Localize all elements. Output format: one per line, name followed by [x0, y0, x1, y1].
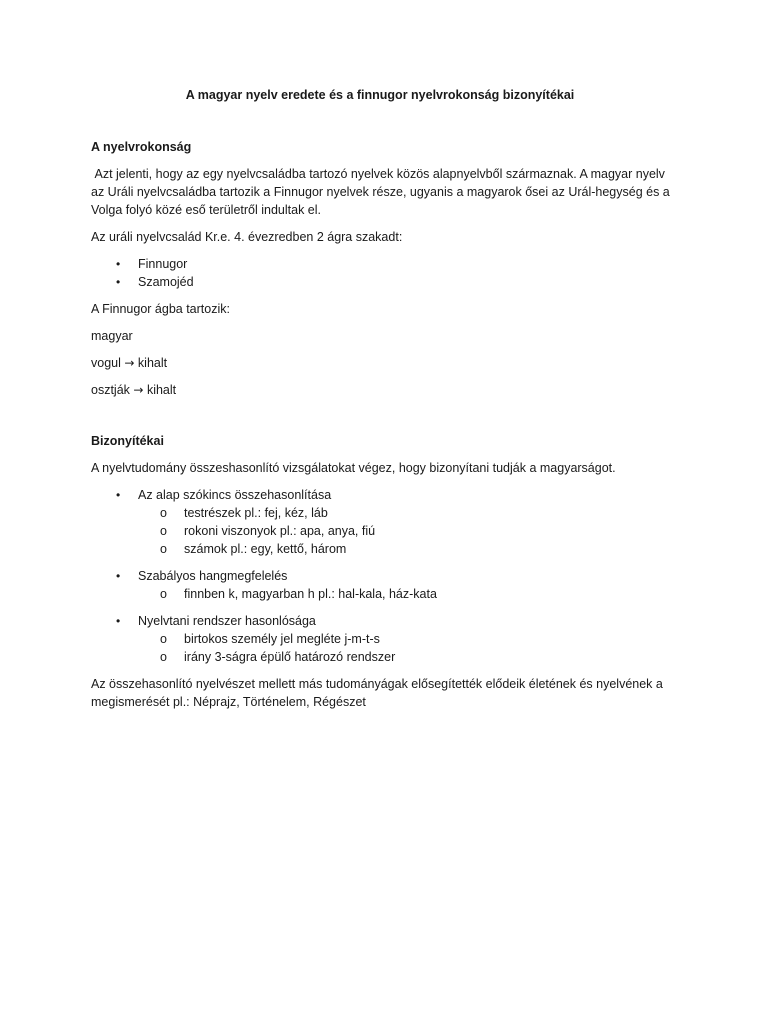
branch-list: [91, 255, 681, 291]
sub-list: [138, 504, 681, 558]
language-line: [91, 381, 681, 399]
list-item: [91, 273, 681, 291]
language-line: [91, 354, 681, 372]
sub-list: [138, 630, 681, 666]
sub-bullet-icon: o: [160, 542, 167, 556]
document-content: [91, 86, 681, 720]
list-item: [91, 255, 681, 273]
list-item: [91, 648, 681, 666]
sub-bullet-icon: o: [160, 524, 167, 538]
language-name: vogul: [91, 356, 121, 370]
paragraph-split: Az uráli nyelvcsalád Kr.e. 4. évezredben 2 ágra szakadt:: [91, 230, 403, 244]
sub-item-text: rokoni viszonyok pl.: apa, anya, fiú: [184, 524, 376, 538]
arrow-right-icon: →: [133, 383, 144, 397]
bullet-icon: •: [116, 275, 121, 289]
sub-bullet-icon: o: [160, 506, 167, 520]
arrow-right-icon: →: [124, 356, 135, 370]
paragraph-finnugor-branch: A Finnugor ágba tartozik:: [91, 302, 230, 316]
evidence-label: Szabályos hangmegfelelés: [138, 569, 288, 583]
branch-label: Finnugor: [138, 257, 188, 271]
evidence-label: Nyelvtani rendszer hasonlósága: [138, 614, 316, 628]
language-status: kihalt: [137, 356, 168, 370]
sub-item-text: irány 3-ságra épülő határozó rendszer: [184, 650, 396, 664]
section-heading-nyelvrokonsag: A nyelvrokonság: [91, 140, 192, 154]
list-item: [91, 567, 681, 603]
bullet-icon: •: [116, 614, 121, 628]
sub-item-text: finnben k, magyarban h pl.: hal-kala, ház-kata: [184, 587, 437, 601]
list-item: [91, 522, 681, 540]
bullet-icon: •: [116, 257, 121, 271]
paragraph-closing: Az összehasonlító nyelvészet mellett más tudományágak elősegítették elődeik életének és nyelvének a megismerését pl.: Néprajz, Történelem, Régészet: [91, 677, 663, 709]
list-item: [91, 486, 681, 558]
sub-list: [138, 585, 681, 603]
language-line: [91, 327, 681, 345]
list-item: [91, 504, 681, 522]
bullet-icon: •: [116, 569, 121, 583]
evidence-list: [91, 486, 681, 558]
section-heading-bizonyitekai: Bizonyítékai: [91, 434, 164, 448]
sub-bullet-icon: o: [160, 587, 167, 601]
list-item: [91, 540, 681, 558]
language-name: osztják: [91, 383, 130, 397]
evidence-list: [91, 567, 681, 603]
branch-label: Szamojéd: [138, 275, 194, 289]
language-status: kihalt: [146, 383, 177, 397]
sub-item-text: számok pl.: egy, kettő, három: [184, 542, 347, 556]
section-spacer: [91, 408, 681, 432]
bullet-icon: •: [116, 488, 121, 502]
sub-item-text: birtokos személy jel megléte j-m-t-s: [184, 632, 380, 646]
evidence-list: [91, 612, 681, 666]
sub-bullet-icon: o: [160, 650, 167, 664]
paragraph-definition: Azt jelenti, hogy az egy nyelvcsaládba tartozó nyelvek közös alapnyelvből származnak. A magyar nyelv az Uráli nyelvcsaládba tartozik a Finnugor nyelvek része, ugyanis a magyarok ősei az Urál-hegység és a Volga folyó közé eső területről indultak el.: [91, 167, 674, 217]
document-title: A magyar nyelv eredete és a finnugor nyelvrokonság bizonyítékai: [185, 88, 575, 102]
language-name: magyar: [91, 329, 133, 343]
list-item: [91, 612, 681, 666]
sub-item-text: testrészek pl.: fej, kéz, láb: [184, 506, 328, 520]
evidence-label: Az alap szókincs összehasonlítása: [138, 488, 332, 502]
sub-bullet-icon: o: [160, 632, 167, 646]
list-item: [91, 630, 681, 648]
paragraph-comparison: A nyelvtudomány összeshasonlító vizsgálatokat végez, hogy bizonyítani tudják a magyarságot.: [91, 461, 616, 475]
list-item: [91, 585, 681, 603]
